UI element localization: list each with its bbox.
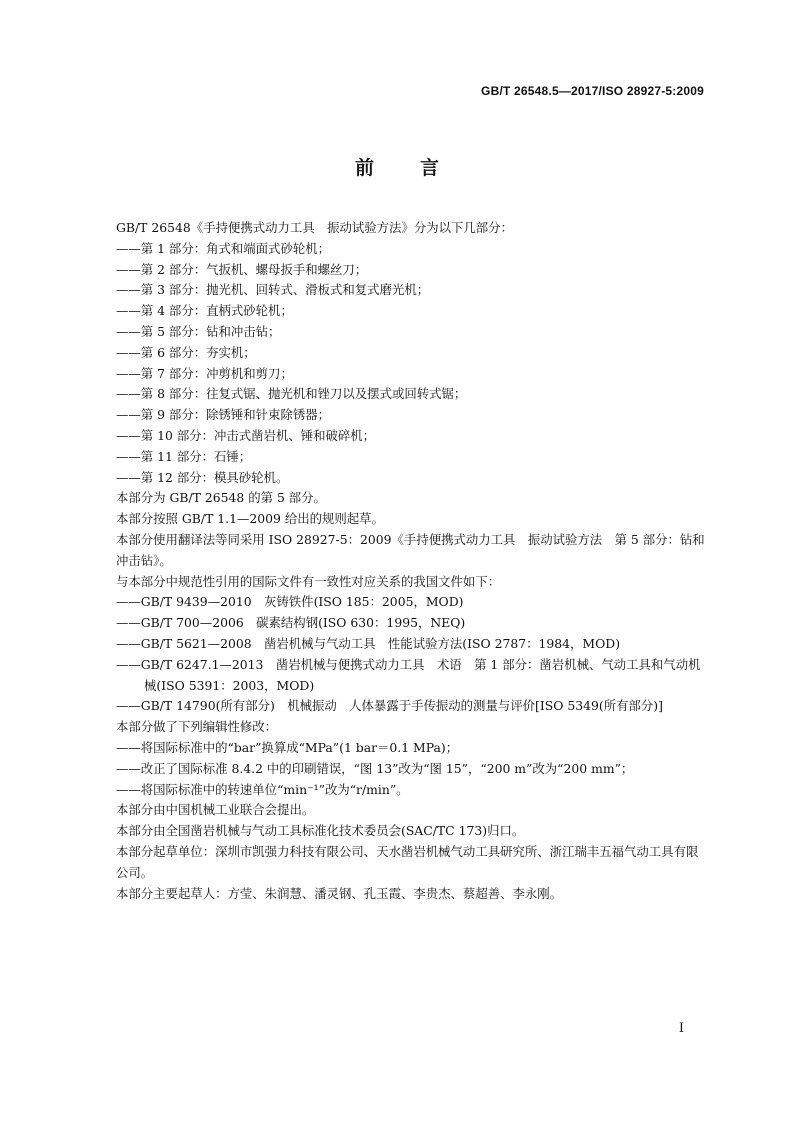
edit-intro-paragraph: 本部分做了下列编辑性修改： (116, 719, 278, 735)
reference-item: ——GB/T 5621—2008 凿岩机械与气动工具 性能试验方法(ISO 2787：1984，MOD) (116, 635, 621, 651)
part-item: ——第 5 部分：钻和冲击钻； (116, 323, 281, 339)
part-item: ——第 10 部分：冲击式凿岩机、锤和破碎机； (116, 427, 376, 443)
part-item: ——第 9 部分：除锈锤和针束除锈器； (116, 407, 331, 423)
reference-item: ——GB/T 9439—2010 灰铸铁件(ISO 185：2005，MOD) (116, 594, 464, 610)
translation-paragraph: 本部分使用翻译法等同采用 ISO 28927-5：2009《手持便携式动力工具 振动试验方法 第 5 部分：钻和冲击钻》。 (116, 531, 705, 568)
part-of-paragraph: 本部分为 GB/T 26548 的第 5 部分。 (116, 490, 326, 506)
reference-item: ——GB/T 14790(所有部分) 机械振动 人体暴露于手传振动的测量与评价[ISO 5349(所有部分)] (116, 698, 663, 714)
edit-item: ——将国际标准中的“bar”换算成“MPa”(1 bar＝0.1 MPa)； (116, 739, 459, 755)
part-item: ——第 12 部分：模具砂轮机。 (116, 469, 289, 485)
part-item: ——第 2 部分：气扳机、螺母扳手和螺丝刀； (116, 261, 368, 277)
intro-paragraph: GB/T 26548《手持便携式动力工具 振动试验方法》分为以下几部分： (116, 220, 513, 235)
reference-intro-paragraph: 与本部分中规范性引用的国际文件有一致性对应关系的我国文件如下： (116, 573, 501, 589)
part-item: ——第 1 部分：角式和端面式砂轮机； (116, 240, 331, 256)
reference-item: ——GB/T 6247.1—2013 凿岩机械与便携式动力工具 术语 第 1 部分：凿岩机械、气动工具和气动机械(ISO 5391：2003，MOD) (116, 656, 701, 693)
standard-number: GB/T 26548.5—2017/ISO 28927-5:2009 (481, 84, 704, 98)
drafters-paragraph: 本部分主要起草人：方莹、朱润慧、潘灵钢、孔玉霞、李贵杰、蔡超善、李永刚。 (116, 885, 563, 901)
foreword-body (88, 218, 706, 904)
page-title: 前言 (354, 157, 485, 179)
part-item: ——第 3 部分：抛光机、回转式、滑板式和复式磨光机； (116, 282, 430, 298)
part-item: ——第 8 部分：往复式锯、抛光机和锉刀以及摆式或回转式锯； (116, 386, 467, 402)
part-item: ——第 7 部分：冲剪机和剪刀； (116, 365, 293, 381)
drafting-rules-paragraph: 本部分按照 GB/T 1.1—2009 给出的规则起草。 (116, 511, 384, 527)
part-item: ——第 11 部分：石锤； (116, 448, 252, 464)
part-item: ——第 4 部分：直柄式砂轮机； (116, 303, 293, 319)
page-number: I (678, 1021, 684, 1036)
proposed-by-paragraph: 本部分由中国机械工业联合会提出。 (116, 802, 315, 818)
part-item: ——第 6 部分：夯实机； (116, 344, 256, 360)
drafting-units-paragraph: 本部分起草单位：深圳市凯强力科技有限公司、天水凿岩机械气动工具研究所、浙江瑞丰五福气动工具有限公司。 (116, 843, 699, 880)
edit-item: ——改正了国际标准 8.4.2 中的印刷错误，“图 13”改为“图 15”，“200 m”改为“200 mm”； (116, 760, 634, 776)
centralized-by-paragraph: 本部分由全国凿岩机械与气动工具标准化技术委员会(SAC/TC 173)归口。 (116, 823, 525, 839)
edit-item: ——将国际标准中的转速单位“min⁻¹”改为“r/min”。 (116, 781, 409, 797)
reference-item: ——GB/T 700—2006 碳素结构钢(ISO 630：1995，NEQ) (116, 615, 466, 631)
